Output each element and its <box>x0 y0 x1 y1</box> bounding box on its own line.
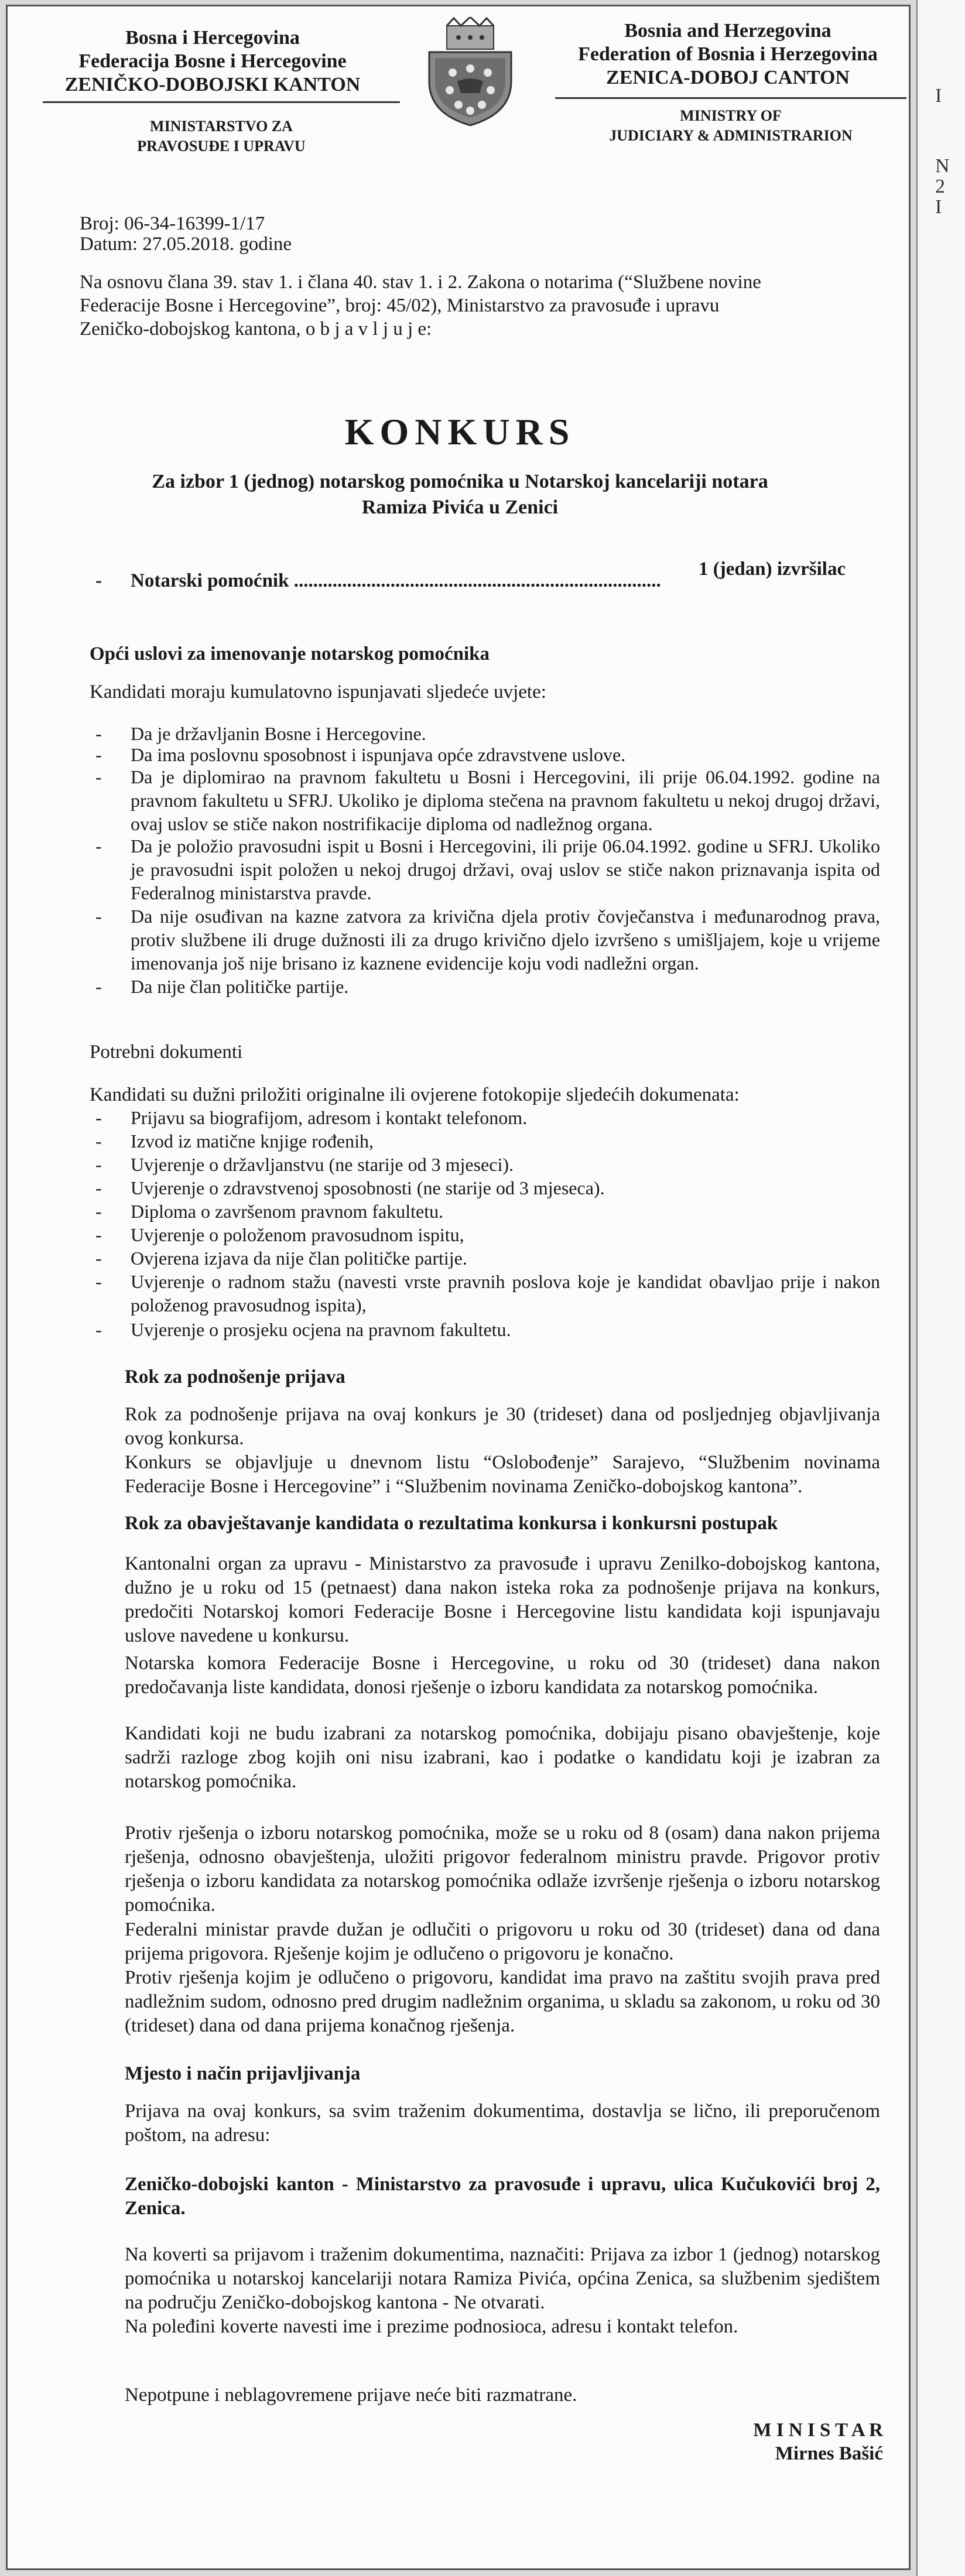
intro-line1: Na osnovu člana 39. stav 1. i člana 40. stav 1. i 2. Zakona o notarima (“Službene novine <box>80 272 761 293</box>
deadline-paragraph1: Rok za podnošenje prijava na ovaj konkurs je 30 (trideset) dana od posljednjeg objavljivanja ovog konkursa. <box>125 1404 880 1449</box>
header-right-line3: ZENICA-DOBOJ CANTON <box>606 67 850 88</box>
document-item: - Uvjerenje o položenom pravosudnom ispitu, <box>95 1223 880 1246</box>
position-label: Notarski pomoćnik ............................................................................ <box>131 570 661 591</box>
header-left-line2: Federacija Bosne i Hercegovine <box>78 50 347 72</box>
application-paragraph2: Na koverti sa prijavom i traženim dokumentima, naznačiti: Prijava za izbor 1 (jednog) notarskog pomoćnika u notarskoj kancelariji notara Ramiza Pivića, općina Zenica, sa službenim sjedištem na području Zeničko-dobojskog kantona - Ne otvarati. <box>125 2244 880 2313</box>
header-left-ministry2: PRAVOSUĐE I UPRAVU <box>137 138 306 155</box>
header-right <box>552 19 904 90</box>
document-item: - Prijavu sa biografijom, adresom i kontakt telefonom. <box>95 1106 880 1129</box>
document-item: - Diploma o završenom pravnom fakultetu. <box>95 1200 880 1223</box>
document-date: Datum: 27.05.2018. godine <box>80 234 292 255</box>
adjacent-page-strip <box>916 0 965 2576</box>
subtitle <box>8 469 912 520</box>
general-item-text: Da nije član političke partije. <box>131 976 349 997</box>
general-item-text: Da nije osuđivan na kazne zatvora za krivična djela protiv čovječanstva i međunarodnog prava, protiv službene ili druge dužnosti ili za drugo krivično djelo izvršeno s umišljajem, koje u vrijeme imenovanja još nije brisano iz kaznene evidencije koju vodi nadležni organ. <box>131 906 880 974</box>
deadline-paragraph2: Konkurs se objavljuje u dnevnom listu “Oslobođenje” Sarajevo, “Službenim novinama Federacije Bosne i Hercegovine” i “Službenim novinama Zeničko-dobojskog kantona”. <box>125 1452 880 1497</box>
strip-char: 2 <box>935 176 945 197</box>
header-left <box>31 26 394 97</box>
notification-paragraph2: Notarska komora Federacije Bosne i Hercegovine, u roku od 30 (trideset) dana nakon predočavanja liste kandidata, donosi rješenje o izboru kandidata za notarskog pomoćnika. <box>125 1653 880 1698</box>
strip-char: I <box>935 196 942 218</box>
general-item: - Da je državljanin Bosne i Hercegovine. <box>95 722 880 745</box>
header-right-rule <box>555 97 906 99</box>
general-item: - Da nije osuđivan na kazne zatvora za krivična djela protiv čovječanstva i međunarodnog prava, protiv službene ili druge dužnosti ili za drugo krivično djelo izvršeno s umišljajem, koje u vrijeme imenovanja još nije brisano iz kaznene evidencije koju vodi nadležni organ. <box>95 906 880 974</box>
document-item: - Uvjerenje o radnom stažu (navesti vrste pravnih poslova koje je kandidat obavljao prije i nakon položenog pravosudnog ispita), <box>95 1271 880 1316</box>
header-right-ministry2: JUDICIARY & ADMINISTRARION <box>609 127 853 144</box>
notification-paragraph3: Kandidati koji ne budu izabrani za notarskog pomoćnika, dobijaju pisano obavještenje, koje sadrži razloge zbog kojih oni nisu izabrani, kao i podatke o kandidatu koji je izabran za notarskog pomoćnika. <box>125 1723 880 1792</box>
header-right-ministry1: MINISTRY OF <box>680 107 782 124</box>
page-title: KONKURS <box>344 411 576 453</box>
document-item-text: Uvjerenje o zdravstvenoj sposobnosti (ne starije od 3 mjeseca). <box>131 1177 605 1198</box>
deadline-heading: Rok za podnošenje prijava <box>125 1366 345 1388</box>
header-left-line3: ZENIČKO-DOBOJSKI KANTON <box>64 74 361 95</box>
documents-intro: Kandidati su dužni priložiti originalne ili ovjerene fotokopije sljedećih dokumenata: <box>90 1084 740 1105</box>
header-right-line2: Federation of Bosnia i Herzegovina <box>578 43 878 65</box>
general-heading: Opći uslovi za imenovanje notarskog pomoćnika <box>90 643 490 664</box>
notification-paragraph4: Protiv rješenja o izboru notarskog pomoćnika, može se u roku od 8 (osam) dana nakon prijema rješenja, odnosno obavještenja, uložiti prigovor federalnom ministru pravde. Prigovor protiv rješenja o izboru kandidata za notarskog pomoćnika odlaže izvršenje rješenja o izboru notarskog pomoćnika. <box>125 1823 880 1916</box>
document-item-text: Izvod iz matične knjige rođenih, <box>131 1131 374 1152</box>
notice-page <box>6 5 911 2570</box>
application-paragraph1: Prijava na ovaj konkurs, sa svim traženim dokumentima, dostavlja se lično, ili preporučenom poštom, na adresu: <box>125 2101 880 2146</box>
position-dash: - <box>95 570 102 591</box>
document-item-text: Uvjerenje o prosjeku ocjena na pravnom fakultetu. <box>131 1319 511 1340</box>
coat-of-arms-emblem <box>423 17 517 128</box>
application-address: Zeničko-dobojski kanton - Ministarstvo za pravosuđe i upravu, ulica Kučukovići broj 2, Zenica. <box>125 2174 880 2219</box>
general-item-text: Da je državljanin Bosne i Hercegovine. <box>131 723 426 744</box>
document-item: - Uvjerenje o zdravstvenoj sposobnosti (ne starije od 3 mjeseca). <box>95 1176 880 1200</box>
header-left-ministry1: MINISTARSTVO ZA <box>150 118 293 135</box>
document-item-text: Uvjerenje o položenom pravosudnom ispitu, <box>131 1224 464 1245</box>
general-item-text: Da je položio pravosudni ispit u Bosni i Hercegovini, ili prije 06.04.1992. godine u SFRJ. Ukoliko je pravosudni ispit položen u nekoj drugoj državi, ovaj uslov se stiče nakon priznavanja ispita od Federalnog ministarstva pravde. <box>131 835 880 903</box>
notification-paragraph6: Protiv rješenja kojim je odlučeno o prigovoru, kandidat ima pravo na zaštitu svojih prava pred nadležnim sudom, odnosno pred drugim nadležnim organima, u skladu sa zakonom, u roku od 30 (trideset) dana od dana prijema konačnog rješenja. <box>125 1967 880 2036</box>
position-count: 1 (jedan) izvršilac <box>699 559 846 580</box>
strip-char: I <box>935 85 942 107</box>
header-left-rule <box>43 101 400 103</box>
notification-paragraph5: Federalni ministar pravde dužan je odlučiti o prigovoru u roku od 30 (trideset) dana od dana prijema prigovora. Rješenje kojim je odlučeno o prigovoru je konačno. <box>125 1919 880 1964</box>
header-left-ministry <box>43 117 400 156</box>
signature-name: Mirnes Bašić <box>775 2443 883 2464</box>
intro-line3: Zeničko-dobojskog kantona, o b j a v l j u j e: <box>80 318 432 340</box>
application-paragraph4: Nepotpune i neblagovremene prijave neće biti razmatrane. <box>125 2385 577 2406</box>
subtitle-line2: Ramiza Pivića u Zenici <box>361 496 559 518</box>
intro-line2: Federacije Bosne i Hercegovine”, broj: 45/02), Ministarstvo za pravosuđe i upravu <box>80 295 720 316</box>
document-item-text: Uvjerenje o državljanstvu (ne starije od 3 mjeseci). <box>131 1154 514 1175</box>
document-item-text: Ovjerena izjava da nije član političke partije. <box>131 1248 467 1269</box>
documents-heading: Potrebni dokumenti <box>90 1042 243 1063</box>
document-item-text: Diploma o završenom pravnom fakultetu. <box>131 1201 444 1222</box>
document-item-text: Uvjerenje o radnom stažu (navesti vrste pravnih poslova koje je kandidat obavljao prije i nakon položenog pravosudnog ispita), <box>131 1271 880 1316</box>
application-heading: Mjesto i način prijavljivanja <box>125 2063 361 2084</box>
general-intro: Kandidati moraju kumulatovno ispunjavati sljedeće uvjete: <box>90 681 546 703</box>
header-right-ministry <box>555 106 906 146</box>
signature-role: M I N I S T A R <box>753 2420 883 2441</box>
document-item: - Uvjerenje o prosjeku ocjena na pravnom fakultetu. <box>95 1318 880 1341</box>
general-item-text: Da ima poslovnu sposobnost i ispunjava opće zdravstvene uslove. <box>131 744 626 765</box>
general-item: - Da ima poslovnu sposobnost i ispunjava opće zdravstvene uslove. <box>95 743 880 766</box>
general-item-text: Da je diplomirao na pravnom fakultetu u Bosni i Hercegovini, ili prije 06.04.1992. godine na pravnom fakultetu u SFRJ. Ukoliko je diploma stečena na pravnom fakultetu u nekoj drugoj državi, ovaj uslov se stiče nakon nostrifikacije diploma od nadležnog organa. <box>131 766 880 834</box>
general-item: - Da nije član političke partije. <box>95 975 880 998</box>
document-item-text: Prijavu sa biografijom, adresom i kontakt telefonom. <box>131 1107 528 1128</box>
document-item: - Izvod iz matične knjige rođenih, <box>95 1129 880 1153</box>
subtitle-line1: Za izbor 1 (jednog) notarskog pomoćnika u Notarskoj kancelariji notara <box>152 471 768 492</box>
application-paragraph3: Na poleđini koverte navesti ime i prezime podnosioca, adresu i kontakt telefon. <box>125 2316 738 2337</box>
notification-heading: Rok za obavještavanje kandidata o rezultatima konkursa i konkursni postupak <box>125 1513 778 1534</box>
notification-paragraph1: Kantonalni organ za upravu - Ministarstvo za pravosuđe i upravu Zenilko-dobojskog kantona, dužno je u roku od 15 (petnaest) dana nakon isteka roka za podnošenje prijava na konkurs, predočiti Notarskoj komori Federacije Bosne i Hercegovine listu kandidata koji ispunjavaju uslove navedene u konkursu. <box>125 1553 880 1646</box>
general-item: - Da je položio pravosudni ispit u Bosni i Hercegovini, ili prije 06.04.1992. godine u SFRJ. Ukoliko je pravosudni ispit položen u nekoj drugoj državi, ovaj uslov se stiče nakon priznavanja ispita od Federalnog ministarstva pravde. <box>95 835 880 903</box>
general-item: - Da je diplomirao na pravnom fakultetu u Bosni i Hercegovini, ili prije 06.04.1992. godine na pravnom fakultetu u SFRJ. Ukoliko je diploma stečena na pravnom fakultetu u nekoj drugoj državi, ovaj uslov se stiče nakon nostrifikacije diploma od nadležnog organa. <box>95 766 880 834</box>
document-item: - Uvjerenje o državljanstvu (ne starije od 3 mjeseci). <box>95 1153 880 1176</box>
strip-char: N <box>935 155 950 177</box>
document-number: Broj: 06-34-16399-1/17 <box>80 213 265 234</box>
header-right-line1: Bosnia and Herzegovina <box>624 20 831 42</box>
document-item: - Ovjerena izjava da nije član političke partije. <box>95 1246 880 1270</box>
header-left-line1: Bosna i Hercegovina <box>125 27 300 49</box>
